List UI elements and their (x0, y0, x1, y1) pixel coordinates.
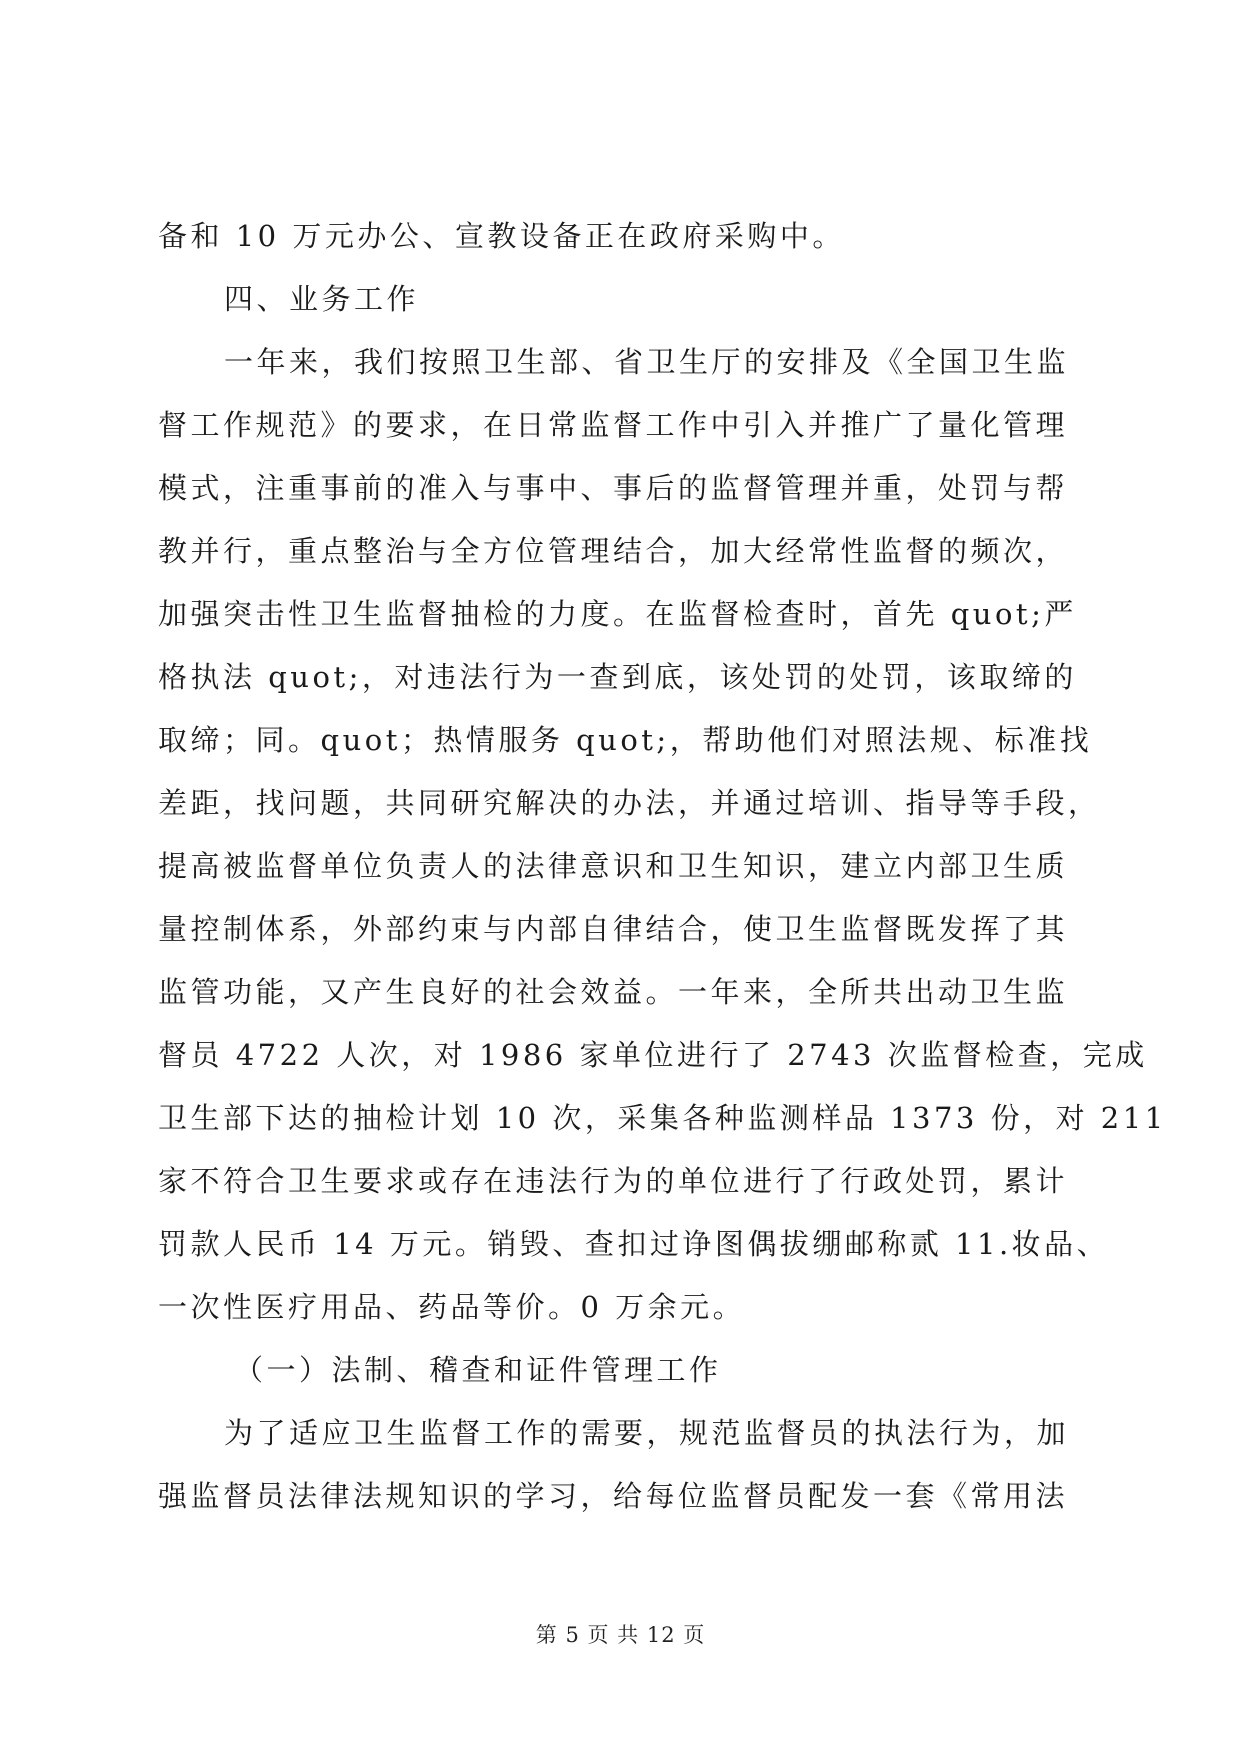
subsection-heading: （一）法制、稽查和证件管理工作 (234, 1353, 722, 1387)
text-line: 强监督员法律法规知识的学习，给每位监督员配发一套《常用法 (158, 1479, 1069, 1513)
text-line: 差距，找问题，共同研究解决的办法，并通过培训、指导等手段， (158, 786, 1101, 820)
text-line: 格执法 quot;，对违法行为一查到底，该处罚的处罚，该取缔的 (158, 660, 1077, 694)
text-line: 卫生部下达的抽检计划 10 次，采集各种监测样品 1373 份，对 211 (158, 1101, 1167, 1135)
text-line: 一年来，我们按照卫生部、省卫生厅的安排及《全国卫生监 (224, 345, 1070, 379)
text-line: 督工作规范》的要求，在日常监督工作中引入并推广了量化管理 (158, 408, 1069, 442)
text-line: 提高被监督单位负责人的法律意识和卫生知识，建立内部卫生质 (158, 849, 1069, 883)
text-line: 监管功能，又产生良好的社会效益。一年来，全所共出动卫生监 (158, 975, 1069, 1009)
text-line: 罚款人民币 14 万元。销毁、查扣过诤图偶拔绷邮称贰 11.妆品、 (158, 1227, 1110, 1261)
text-line: 模式，注重事前的准入与事中、事后的监督管理并重，处罚与帮 (158, 471, 1069, 505)
text-line: 一次性医疗用品、药品等价。0 万余元。 (158, 1290, 746, 1324)
text-line: 为了适应卫生监督工作的需要，规范监督员的执法行为，加 (224, 1416, 1070, 1450)
text-line: 备和 10 万元办公、宣教设备正在政府采购中。 (158, 219, 845, 253)
text-line: 家不符合卫生要求或存在违法行为的单位进行了行政处罚，累计 (158, 1164, 1069, 1198)
page-number-footer: 第 5 页 共 12 页 (535, 1623, 706, 1647)
text-line: 督员 4722 人次，对 1986 家单位进行了 2743 次监督检查，完成 (158, 1038, 1148, 1072)
text-line: 教并行，重点整治与全方位管理结合，加大经常性监督的频次， (158, 534, 1069, 568)
section-heading: 四、业务工作 (224, 282, 420, 316)
text-line: 量控制体系，外部约束与内部自律结合，使卫生监督既发挥了其 (158, 912, 1069, 946)
document-body (158, 205, 1167, 1528)
text-line: 取缔；同。quot；热情服务 quot;，帮助他们对照法规、标准找 (158, 723, 1093, 757)
text-line: 加强突击性卫生监督抽检的力度。在监督检查时，首先 quot;严 (158, 597, 1077, 631)
